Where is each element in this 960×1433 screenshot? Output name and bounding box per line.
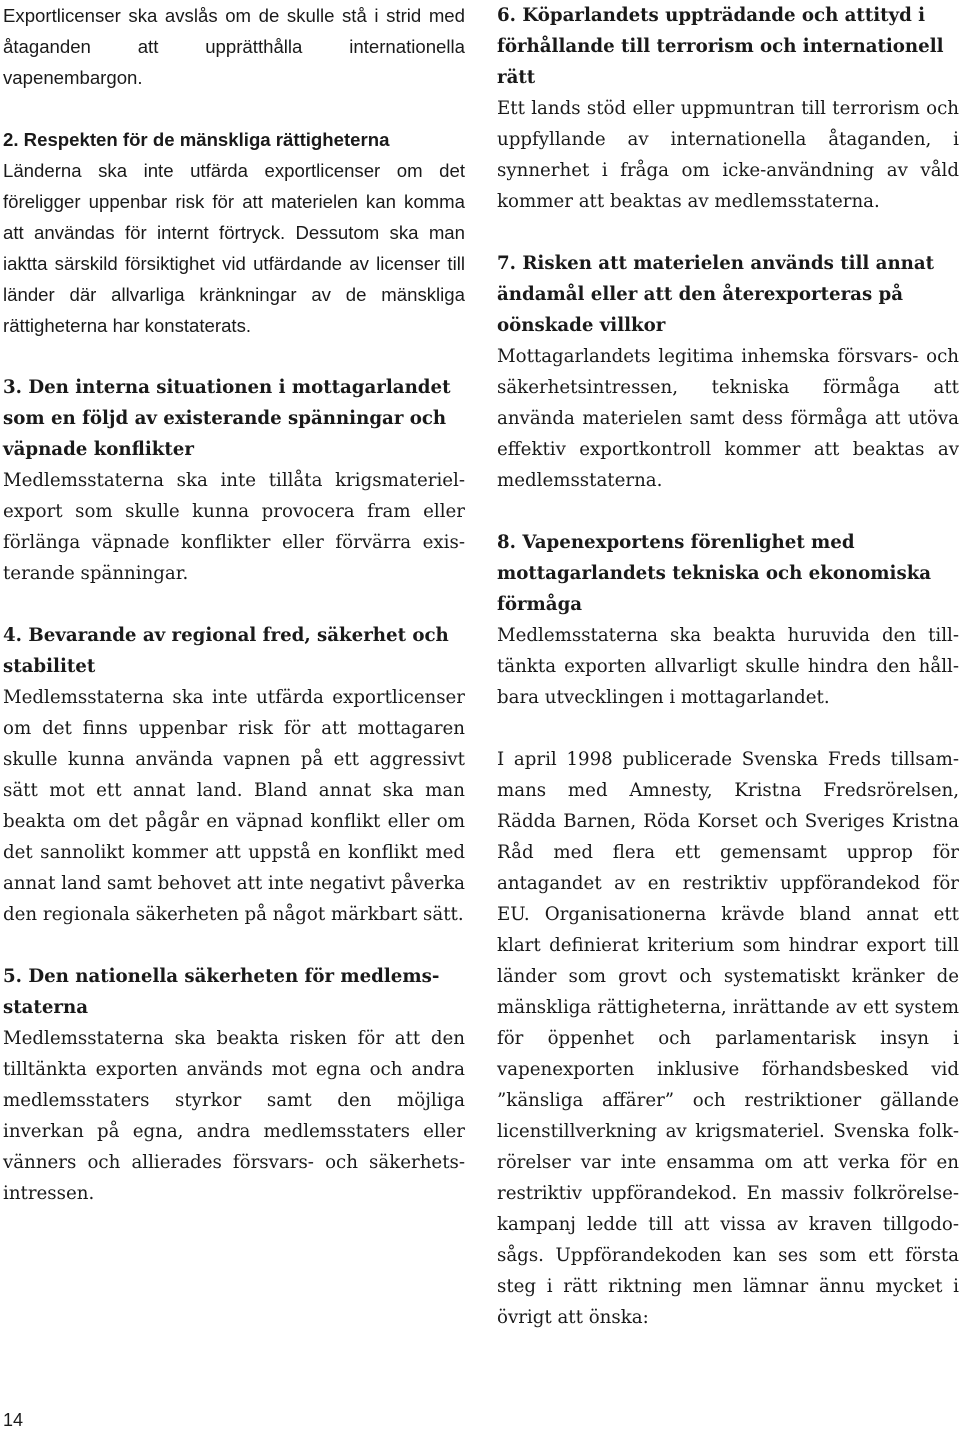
criterion-7-body: Mottagarlandets legitima inhemska försvars- och säkerhetsintressen, tekniska förmåga att använda materielen samt dess förmåga att utöva effektiv exportkontroll kommer att beaktas av medlemsstaterna. xyxy=(497,346,959,491)
page-number: 14 xyxy=(3,1410,24,1430)
criterion-2-body: Länderna ska inte utfärda exportlicenser om det föreligger uppenbar risk för att materielen kan komma att användas för internt förtryck. Dessutom ska man iaktta särskild försiktighet vid utfärdande av licenser till länder där allvarliga kränkningar av de mänskliga rättigheterna har konstaterats. xyxy=(3,160,465,336)
criterion-6-heading: 6. Köparlandets uppträdande och attityd i förhållande till terrorism och internationell rätt xyxy=(497,5,944,88)
criterion-3-section xyxy=(3,372,465,589)
criterion-5-body: Medlemsstaterna ska beakta risken för att den tilltänkta exporten används mot egna och andra medlemsstaters styrkor samt den möjliga inverkan på egna, andra medlemsstaters eller vänners och allierades försvars- och säkerhetsintressen. xyxy=(3,1028,465,1204)
criterion-8-heading: 8. Vapenexportens förenlighet med mottagarlandets tekniska och ekonomiska förmåga xyxy=(497,532,932,615)
intro-paragraph: Exportlicenser ska avslås om de skulle stå i strid med åtaganden att upprätthålla internationella vapenembargon. xyxy=(3,5,465,88)
criterion-8-section xyxy=(497,527,959,713)
closing-paragraph: I april 1998 publicerade Svenska Freds tillsammans med Amnesty, Kristna Fredsrörelsen, Rädda Barnen, Röda Korset och Sveriges Kristna Råd med flera ett gemensamt upprop för antagandet av en restriktiv uppförandekod för EU. Organisationerna krävde bland annat ett klart definierat kriterium som hindrar export till länder som grovt och systematiskt kränker de mänskliga rättigheterna, inrättande av ett system för öppenhet och parlamentarisk insyn i vapenexporten inklusive förhandsbesked vid ”känsliga affärer” och restriktioner gällande licenstillverkning av krigsmateriel. Svenska folkrörelser var inte ensamma om att verka för en restriktiv uppförandekod. En massiv folkrörelsekampanj ledde till att vissa av kraven tillgodosågs. Uppförandekoden kan ses som ett första steg i rätt riktning men lämnar ännu mycket i övrigt att önska: xyxy=(497,749,959,1328)
criterion-5-section xyxy=(3,961,465,1209)
criterion-4-body: Medlemsstaterna ska inte utfärda exportlicenser om det finns uppenbar risk för att mottagaren skulle kunna använda vapnen på ett aggressivt sätt mot ett annat land. Bland annat ska man beakta om det pågår en väpnad konflikt eller om det sannolikt kommer att uppstå en konflikt med annat land samt behovet att inte negativt påverka den regionala säkerheten på något märkbart sätt. xyxy=(3,687,465,925)
left-column xyxy=(3,0,465,1240)
criterion-3-body: Medlemsstaterna ska inte tillåta krigsmaterielexport som skulle kunna provocera fram eller förlänga väpnade konflikter eller förvärra existerande spänningar. xyxy=(3,470,465,584)
criterion-6-body: Ett lands stöd eller uppmuntran till terrorism och uppfyllande av internationella åtaganden, i synnerhet i fråga om icke-användning av våld kommer att beaktas av medlemsstaterna. xyxy=(497,98,959,212)
criterion-8-body: Medlemsstaterna ska beakta huruvida den tilltänkta exporten allvarligt skulle hindra den hållbara utvecklingen i mottagarlandet. xyxy=(497,625,959,708)
criterion-4-section xyxy=(3,620,465,930)
right-column xyxy=(497,0,959,1364)
criterion-6-section xyxy=(497,0,959,217)
criterion-4-heading: 4. Bevarande av regional fred, säkerhet och stabilitet xyxy=(3,625,449,677)
criterion-2-heading: 2. Respekten för de mänskliga rättigheterna xyxy=(3,129,390,150)
criterion-7-section xyxy=(497,248,959,496)
criterion-2-section xyxy=(3,124,465,341)
criterion-5-heading: 5. Den nationella säkerheten för medlemsstaterna xyxy=(3,966,440,1018)
criterion-3-heading: 3. Den interna situationen i mottagarlandet som en följd av existerande spänningar och väpnade konflikter xyxy=(3,377,451,460)
criterion-7-heading: 7. Risken att materielen används till annat ändamål eller att den återexporteras på oönskade villkor xyxy=(497,253,935,336)
